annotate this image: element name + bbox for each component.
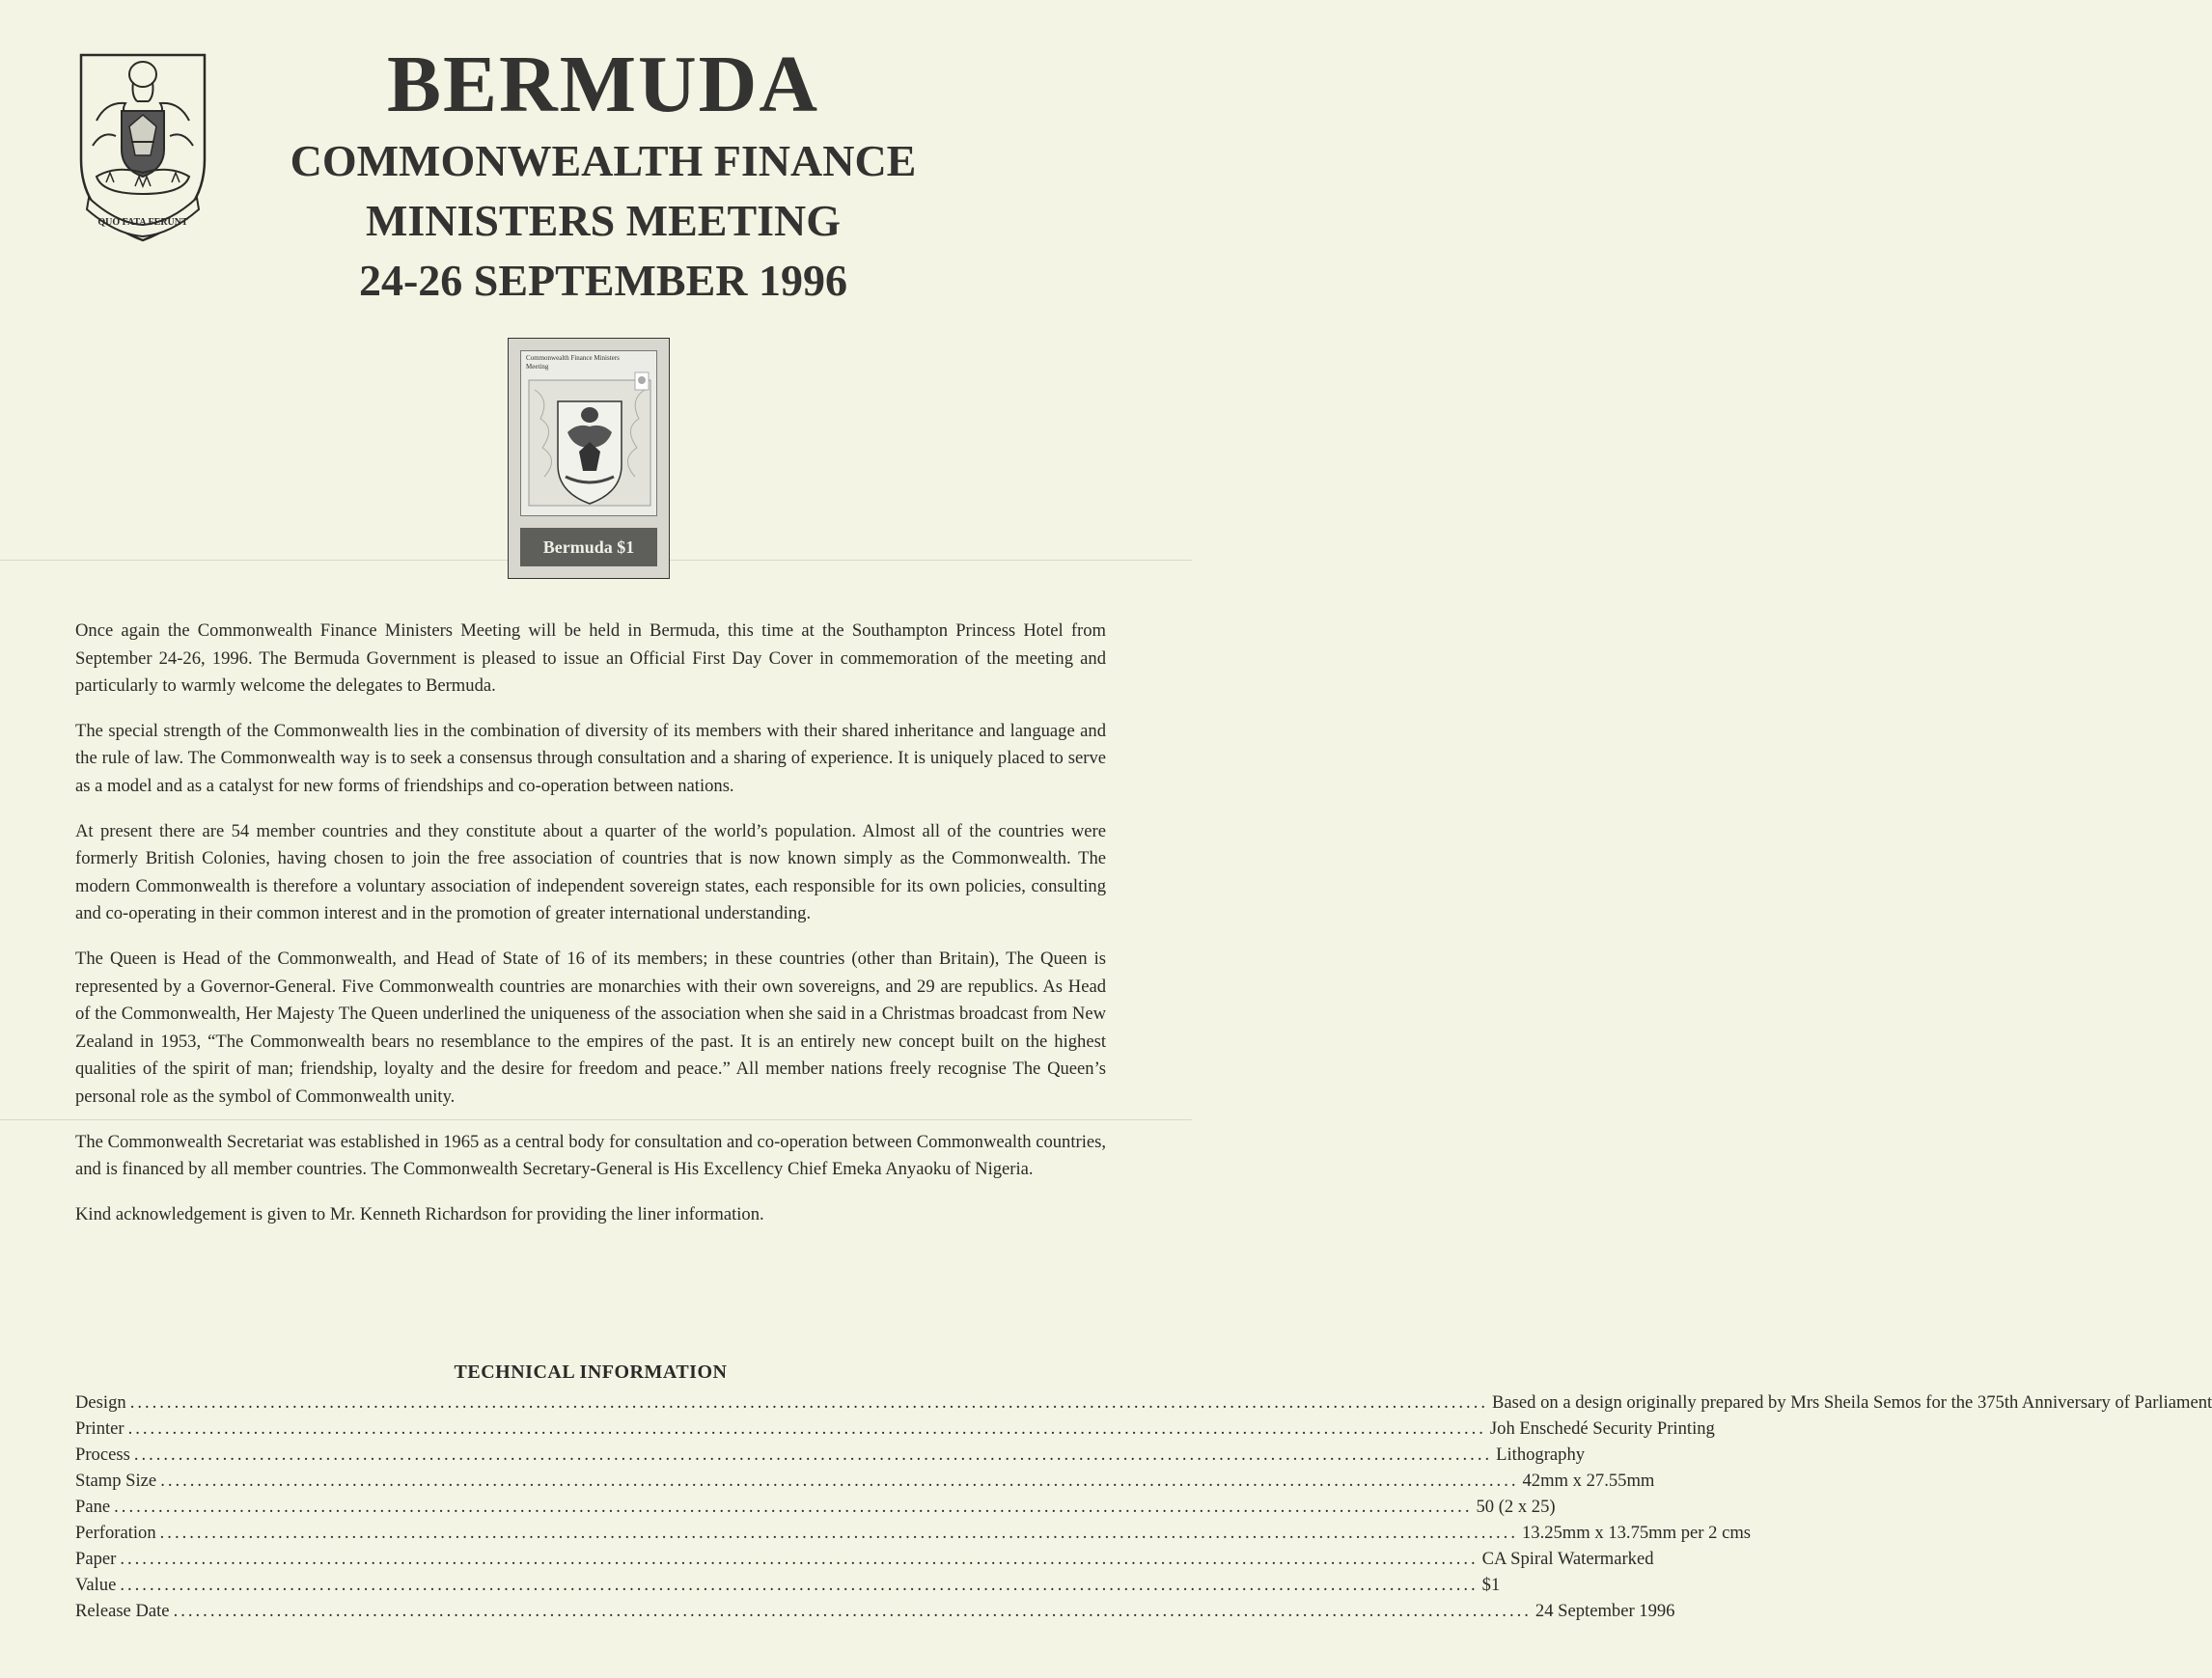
tech-value: 42mm x 27.55mm (1522, 1471, 1655, 1491)
leader-dots: ........................................................................................................................................................................................ (129, 1392, 1488, 1413)
tech-label: Value (75, 1575, 117, 1595)
paragraph-5: The Commonwealth Secretariat was established in 1965 as a central body for consultation and co-operation between Commonwealth countries, and is financed by all member countries. The Commonwealth Secretary-General is His Excellency Chief Emeka Anyaoku of Nigeria. (75, 1131, 1106, 1180)
tech-row (75, 1494, 1556, 1520)
subtitle-line-1: COMMONWEALTH FINANCE (290, 136, 917, 185)
page-title: BERMUDA (387, 40, 819, 129)
tech-label: Paper (75, 1549, 117, 1569)
leader-dots: ........................................................................................................................................................................................ (127, 1418, 1486, 1439)
subtitle-line-3: 24-26 SEPTEMBER 1996 (358, 256, 848, 305)
tech-label: Pane (75, 1497, 111, 1517)
paragraph-2: The special strength of the Commonwealth lies in the combination of diversity of its members with their shared inheritance and language and the rule of law. The Commonwealth way is to seek a consensus through consultation and a sharing of experience. It is uniquely placed to serve as a model and as a catalyst for new forms of friendships and co-operation between nations. (75, 720, 1106, 796)
stamp-value-label: Bermuda $1 (520, 528, 657, 566)
leader-dots: ........................................................................................................................................................................................ (173, 1601, 1532, 1621)
tech-row (75, 1546, 1654, 1572)
tech-row (75, 1468, 1655, 1494)
paragraph-6: Kind acknowledgement is given to Mr. Kenneth Richardson for providing the liner information. (75, 1203, 764, 1224)
body-text (75, 618, 1106, 1246)
tech-label: Stamp Size (75, 1471, 157, 1491)
tech-row (75, 1572, 1501, 1598)
tech-row (75, 1442, 1586, 1468)
paragraph-3: At present there are 54 member countries and they constitute about a quarter of the world’s population. Almost all of the countries were formerly British Colonies, having chosen to join the free association of countries that is now known simply as the Commonwealth. The modern Commonwealth is therefore a voluntary association of independent sovereign states, each responsible for its own policies, consulting and co-operating in their common interest and in the promotion of greater international understanding. (75, 820, 1106, 924)
tech-value: Lithography (1496, 1444, 1586, 1465)
leader-dots: ........................................................................................................................................................................................ (159, 1523, 1518, 1543)
leader-dots: ........................................................................................................................................................................................ (133, 1444, 1493, 1465)
tech-label: Perforation (75, 1523, 156, 1543)
leader-dots: ........................................................................................................................................................................................ (120, 1549, 1479, 1569)
leader-dots: ........................................................................................................................................................................................ (160, 1471, 1519, 1491)
paragraph-4: The Queen is Head of the Commonwealth, and Head of State of 16 of its members; in these countries (other than Britain), The Queen is represented by a Governor-General. Five Commonwealth countries are monarchies with their own sovereigns, and 29 are republics. As Head of the Commonwealth, Her Majesty The Queen underlined the uniqueness of the association when she said in a Christmas broadcast from New Zealand in 1953, “The Commonwealth bears no resemblance to the empires of the past. It is an entirely new concept built on the highest qualities of the spirit of man; friendship, loyalty and the desire for freedom and peace.” All member nations freely recognise The Queen’s personal role as the symbol of Commonwealth unity. (75, 948, 1106, 1107)
tech-label: Design (75, 1392, 126, 1413)
tech-label: Release Date (75, 1601, 170, 1621)
stamp-title: Commonwealth Finance Ministers Meeting (526, 354, 620, 371)
tech-row (75, 1416, 1715, 1442)
tech-row (75, 1520, 1752, 1546)
tech-row (75, 1389, 2212, 1416)
leader-dots: ........................................................................................................................................................................................ (114, 1497, 1473, 1517)
tech-value: Based on a design originally prepared by Mrs Sheila Semos for the 375th Anniversary of Parliament (1492, 1392, 2212, 1413)
page-header (217, 39, 989, 311)
tech-value: 50 (2 x 25) (1476, 1497, 1556, 1517)
tech-value: 13.25mm x 13.75mm per 2 cms (1521, 1523, 1752, 1543)
technical-table (75, 1389, 2212, 1624)
coat-of-arms-icon (77, 53, 208, 242)
tech-value: Joh Enschedé Security Printing (1489, 1418, 1715, 1439)
technical-heading: TECHNICAL INFORMATION (454, 1362, 728, 1383)
tech-label: Process (75, 1444, 130, 1465)
subtitle-line-2: MINISTERS MEETING (365, 196, 842, 245)
crest-motto: QUO FATA FERUNT (97, 217, 188, 228)
tech-row (75, 1598, 1675, 1624)
stamp-image (508, 338, 670, 579)
paragraph-1: Once again the Commonwealth Finance Ministers Meeting will be held in Bermuda, this time at the Southampton Princess Hotel from September 24-26, 1996. The Bermuda Government is pleased to issue an Official First Day Cover in commemoration of the meeting and particularly to warmly welcome the delegates to Bermuda. (75, 620, 1106, 697)
stamp-artwork (520, 350, 657, 516)
tech-value: CA Spiral Watermarked (1481, 1549, 1654, 1569)
stamp-crest-icon (521, 351, 658, 517)
tech-label: Printer (75, 1418, 124, 1439)
tech-value: $1 (1481, 1575, 1501, 1595)
leader-dots: ........................................................................................................................................................................................ (120, 1575, 1479, 1595)
tech-value: 24 September 1996 (1535, 1601, 1675, 1621)
